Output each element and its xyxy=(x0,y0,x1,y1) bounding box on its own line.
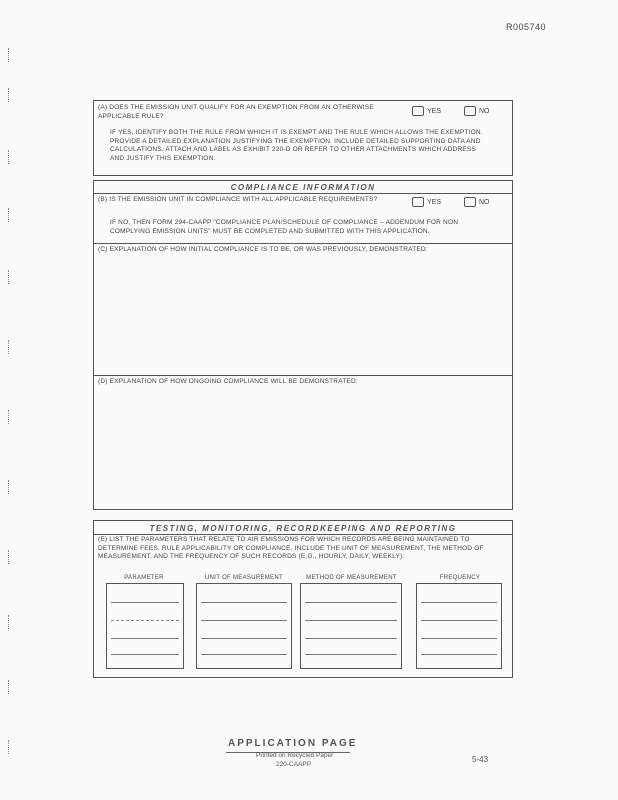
exemption-section xyxy=(93,100,513,176)
col-head-method: METHOD OF MEASUREMENT xyxy=(306,575,397,581)
compliance-yes-label: YES xyxy=(427,198,442,206)
initial-compliance-divider xyxy=(94,243,512,244)
exemption-question: (A) DOES THE EMISSION UNIT QUALIFY FOR AN EXEMPTION FROM AN OTHERWISE APPLICABLE RULE? xyxy=(98,104,374,120)
exemption-yes-option[interactable] xyxy=(412,106,441,116)
testing-title: TESTING, MONITORING, RECORDKEEPING AND REPORTING xyxy=(149,524,457,533)
ongoing-compliance-field[interactable] xyxy=(96,389,510,507)
compliance-no-option[interactable] xyxy=(464,197,490,207)
initial-compliance-field[interactable] xyxy=(96,257,510,375)
compliance-details: IF NO, THEN FORM 294-CAAPP "COMPLIANCE PLAN/SCHEDULE OF COMPLIANCE – ADDENDUM FOR NON COMPLYING EMISSION UNITS" MUST BE COMPLETED AND SUBMITTED WITH THIS APPLICATION. xyxy=(110,219,459,235)
compliance-question: (B) IS THE EMISSION UNIT IN COMPLIANCE WITH ALL APPLICABLE REQUIREMENTS? xyxy=(98,196,378,203)
compliance-yes-checkbox[interactable] xyxy=(412,197,424,207)
initial-compliance-label: (C) EXPLANATION OF HOW INITIAL COMPLIANCE IS TO BE, OR WAS PREVIOUSLY, DEMONSTRATED: xyxy=(98,246,428,253)
compliance-yes-option[interactable] xyxy=(412,197,441,207)
parameter-column[interactable] xyxy=(106,583,184,669)
compliance-section xyxy=(93,180,513,510)
footer-page-number: 5-43 xyxy=(472,755,489,764)
testing-section xyxy=(93,520,513,678)
col-head-unit: UNIT OF MEASUREMENT xyxy=(205,575,283,581)
footer-title: APPLICATION PAGE xyxy=(228,738,358,749)
method-column[interactable] xyxy=(300,583,402,669)
exemption-details: IF YES, IDENTIFY BOTH THE RULE FROM WHICH IT IS EXEMPT AND THE RULE WHICH ALLOWS THE EXEMPTION. PROVIDE A DETAILED EXPLANATION JUSTIFYING THE EXEMPTION. INCLUDE DETAILED SUPPORTING DATA AND CALCULATIONS. ATTACH AND LABEL AS EXHIBIT 220-D OR REFER TO OTHER ATTACHMENTS WHICH ADDRESS AND JUSTIFY THIS EXEMPTION. xyxy=(110,129,483,162)
footer-recycled: Printed on Recycled Paper xyxy=(256,752,334,759)
testing-question: (E) LIST THE PARAMETERS THAT RELATE TO AIR EMISSIONS FOR WHICH RECORDS ARE BEING MAINTAINED TO DETERMINE FEES, RULE APPLICABILITY OR COMPLIANCE. INCLUDE THE UNIT OF MEASUREMENT, THE METHOD OF MEASUREMENT, AND THE FREQUENCY OF SUCH RECORDS (E.G., HOURLY, DAILY, WEEKLY): xyxy=(98,536,484,560)
col-head-frequency: FREQUENCY xyxy=(439,575,481,581)
exemption-no-label: NO xyxy=(479,107,490,115)
unit-column[interactable] xyxy=(196,583,292,669)
compliance-no-label: NO xyxy=(479,198,490,206)
exemption-no-option[interactable] xyxy=(464,106,490,116)
col-head-parameter: PARAMETER xyxy=(124,575,164,581)
compliance-no-checkbox[interactable] xyxy=(464,197,476,207)
compliance-divider xyxy=(94,193,512,194)
exemption-yes-checkbox[interactable] xyxy=(412,106,424,116)
exemption-no-checkbox[interactable] xyxy=(464,106,476,116)
document-id: R005740 xyxy=(506,22,547,32)
footer-form-number: 220-CAAPP xyxy=(276,761,312,768)
exemption-yes-label: YES xyxy=(427,107,442,115)
frequency-column[interactable] xyxy=(416,583,502,669)
ongoing-compliance-label: (D) EXPLANATION OF HOW ONGOING COMPLIANCE WILL BE DEMONSTRATED: xyxy=(98,378,358,385)
testing-divider xyxy=(94,534,512,535)
ongoing-compliance-divider xyxy=(94,375,512,376)
binding-marks xyxy=(8,40,14,780)
compliance-title: COMPLIANCE INFORMATION xyxy=(230,183,376,192)
